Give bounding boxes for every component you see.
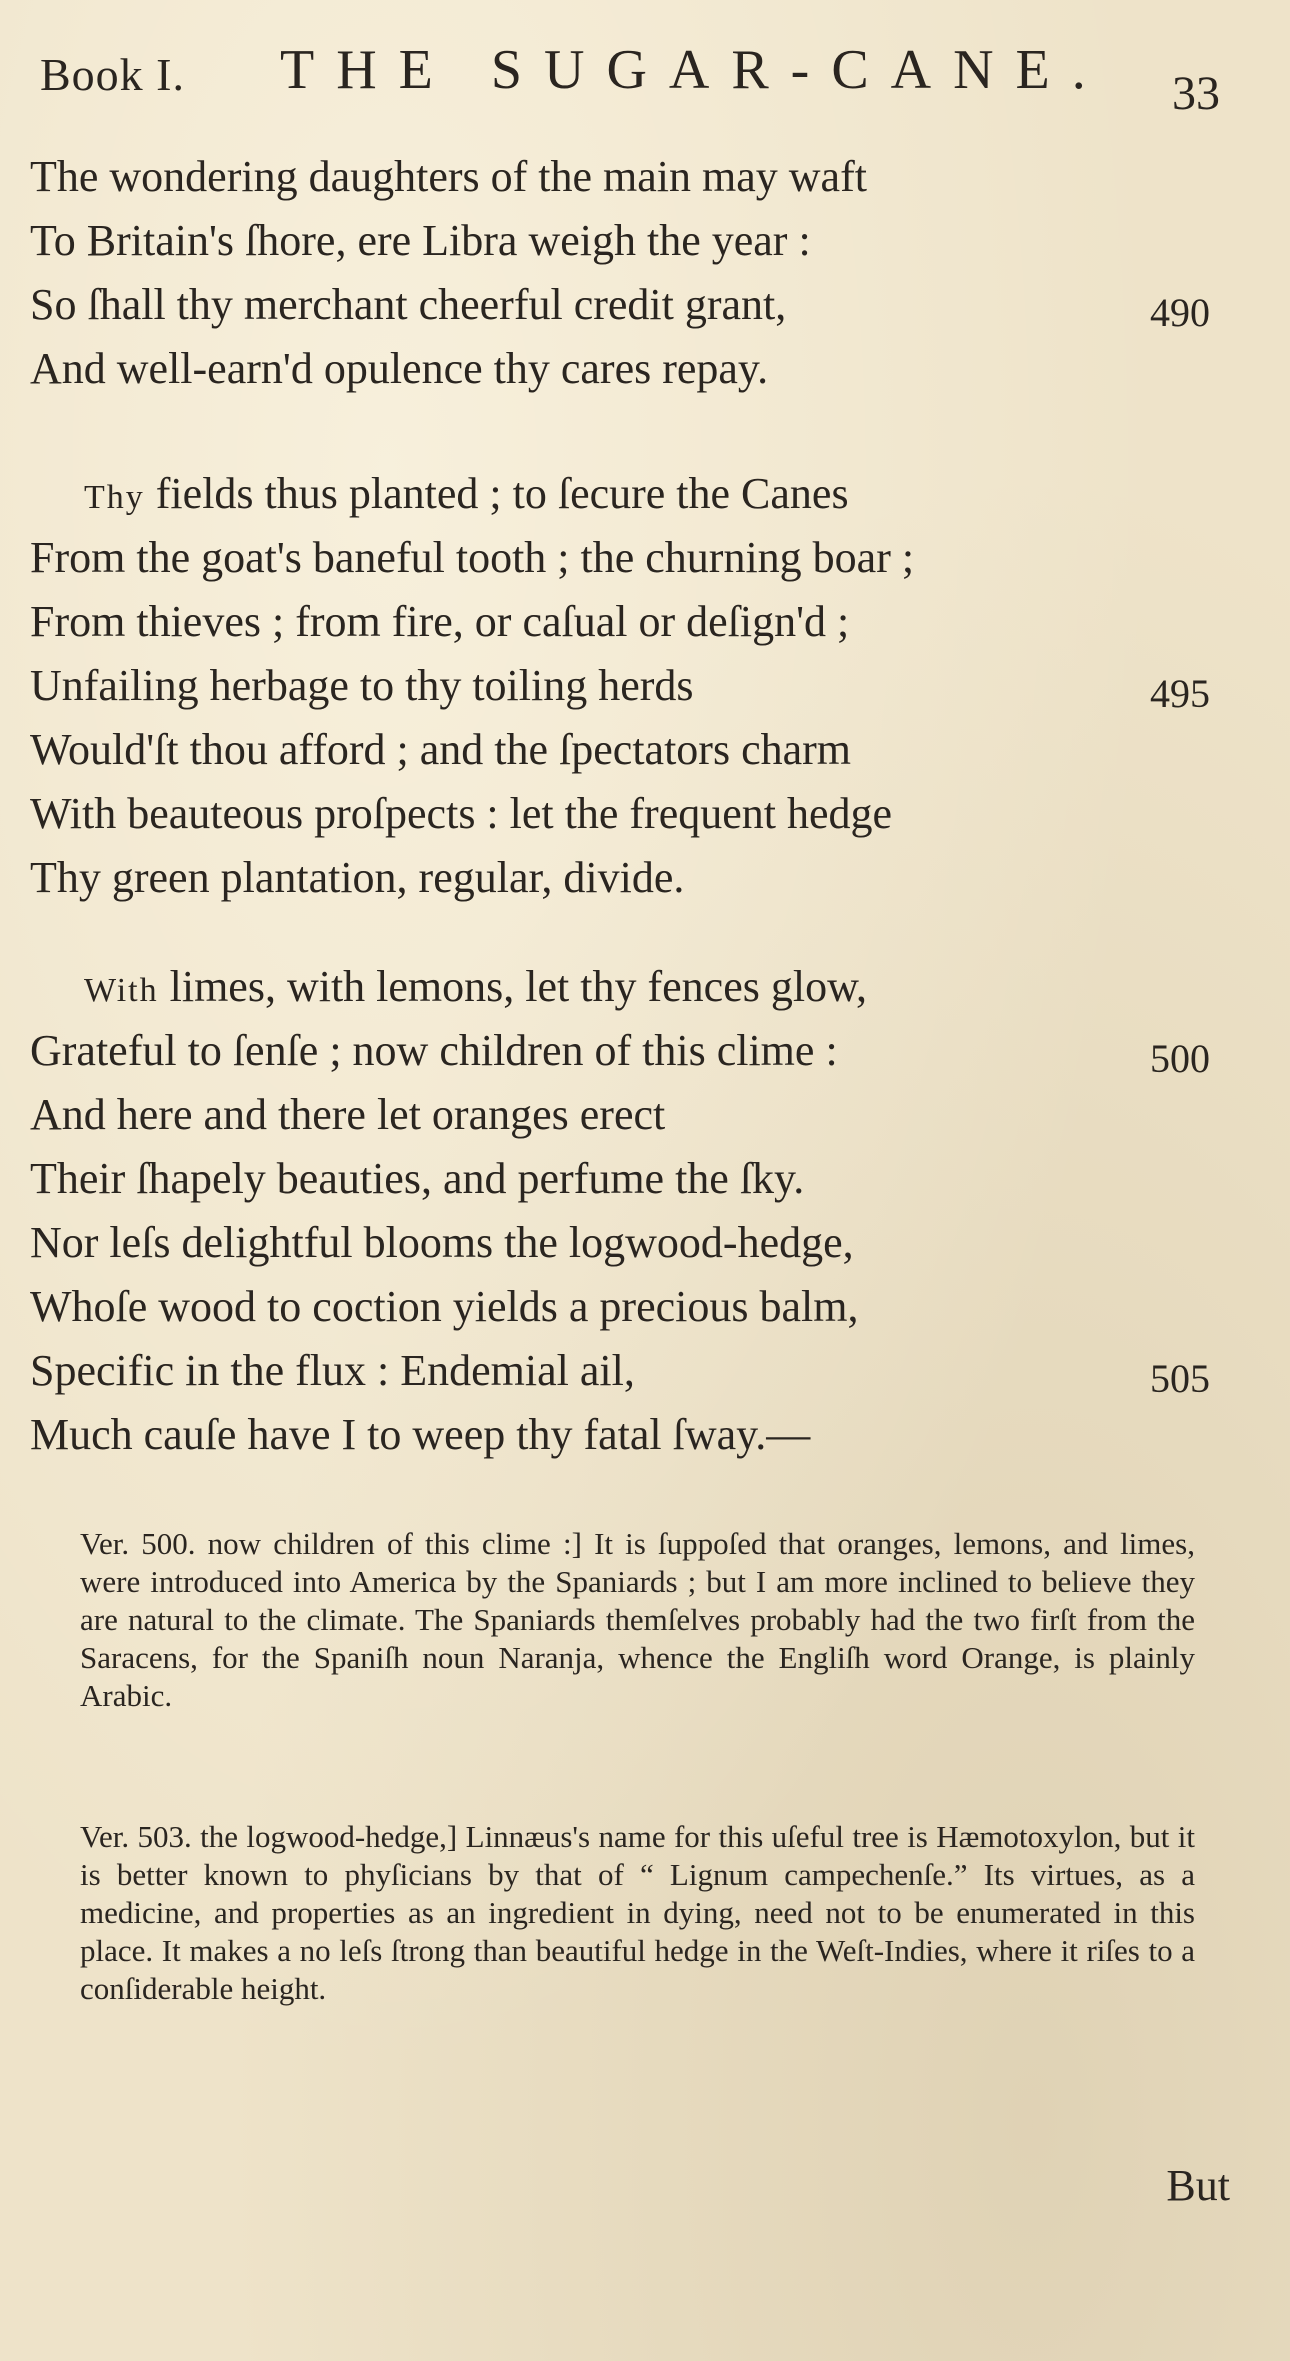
small-caps-lead: With xyxy=(84,972,159,1009)
verse-line: Specific in the flux : Endemial ail, 505 xyxy=(30,1339,1210,1403)
line-number: 500 xyxy=(1150,1036,1210,1081)
verse-line: Thy fields thus planted ; to ſecure the Canes xyxy=(84,469,849,518)
catchword: But xyxy=(1166,2161,1230,2210)
verse-line: With beauteous proſpects : let the frequent hedge xyxy=(30,789,893,838)
verse-line: Grateful to ſenſe ; now children of this clime : 500 xyxy=(30,1019,1210,1083)
line-number: 495 xyxy=(1150,671,1210,716)
stanza-1 xyxy=(30,145,1210,401)
verse-line: So ſhall thy merchant cheerful credit grant, 490 xyxy=(30,273,1210,337)
verse-line: Unfailing herbage to thy toiling herds 495 xyxy=(30,654,1210,718)
verse-line: Their ſhapely beauties, and perfume the ſky. xyxy=(30,1154,805,1203)
verse-line: And here and there let oranges erect xyxy=(30,1090,666,1139)
running-header xyxy=(40,38,1220,128)
line-number: 505 xyxy=(1150,1356,1210,1401)
page-number: 33 xyxy=(1172,67,1220,120)
verse-line: Nor leſs delightful blooms the logwood-hedge, xyxy=(30,1218,854,1267)
verse-line: Thy green plantation, regular, divide. xyxy=(30,853,685,902)
verse-line: And well-earn'd opulence thy cares repay. xyxy=(30,344,769,393)
verse-line: Would'ſt thou afford ; and the ſpectators charm xyxy=(30,725,852,774)
verse-line: Whoſe wood to coction yields a precious balm, xyxy=(30,1282,859,1331)
line-number: 490 xyxy=(1150,290,1210,335)
footnote-ver-500: Ver. 500. now children of this clime :] It is ſuppoſed that oranges, lemons, and limes, were introduced into America by the Spaniards ; but I am more inclined to believe they are natural to the climate. The Spaniards themſelves probably had the two firſt from the Saracens, for the Spaniſh noun Naranja, whence the Engliſh word Orange, is plainly Arabic. xyxy=(80,1526,1195,1713)
verse-line: Much cauſe have I to weep thy fatal ſway.— xyxy=(30,1410,811,1459)
book-label: Book I. xyxy=(40,49,185,100)
stanza-2 xyxy=(30,462,1210,910)
footnote-ver-503: Ver. 503. the logwood-hedge,] Linnæus's name for this uſeful tree is Hæmotoxylon, but it is better known to phyſicians by that of “ Lignum campechenſe.” Its virtues, as a medicine, and properties as an ingredient in dying, need not to be enumerated in this place. It makes a no leſs ſtrong than beautiful hedge in the Weſt-Indies, where it riſes to a conſiderable height. xyxy=(80,1819,1195,2006)
verse-line: From thieves ; from fire, or caſual or deſign'd ; xyxy=(30,597,850,646)
stanza-3 xyxy=(30,955,1210,1467)
verse-line: From the goat's baneful tooth ; the churning boar ; xyxy=(30,533,915,582)
verse-line: With limes, with lemons, let thy fences glow, xyxy=(84,962,867,1011)
verse-line: To Britain's ſhore, ere Libra weigh the year : xyxy=(30,216,811,265)
verse-line: The wondering daughters of the main may waft xyxy=(30,152,867,201)
running-title: THE SUGAR-CANE. xyxy=(280,39,1108,101)
small-caps-lead: Thy xyxy=(84,479,145,516)
